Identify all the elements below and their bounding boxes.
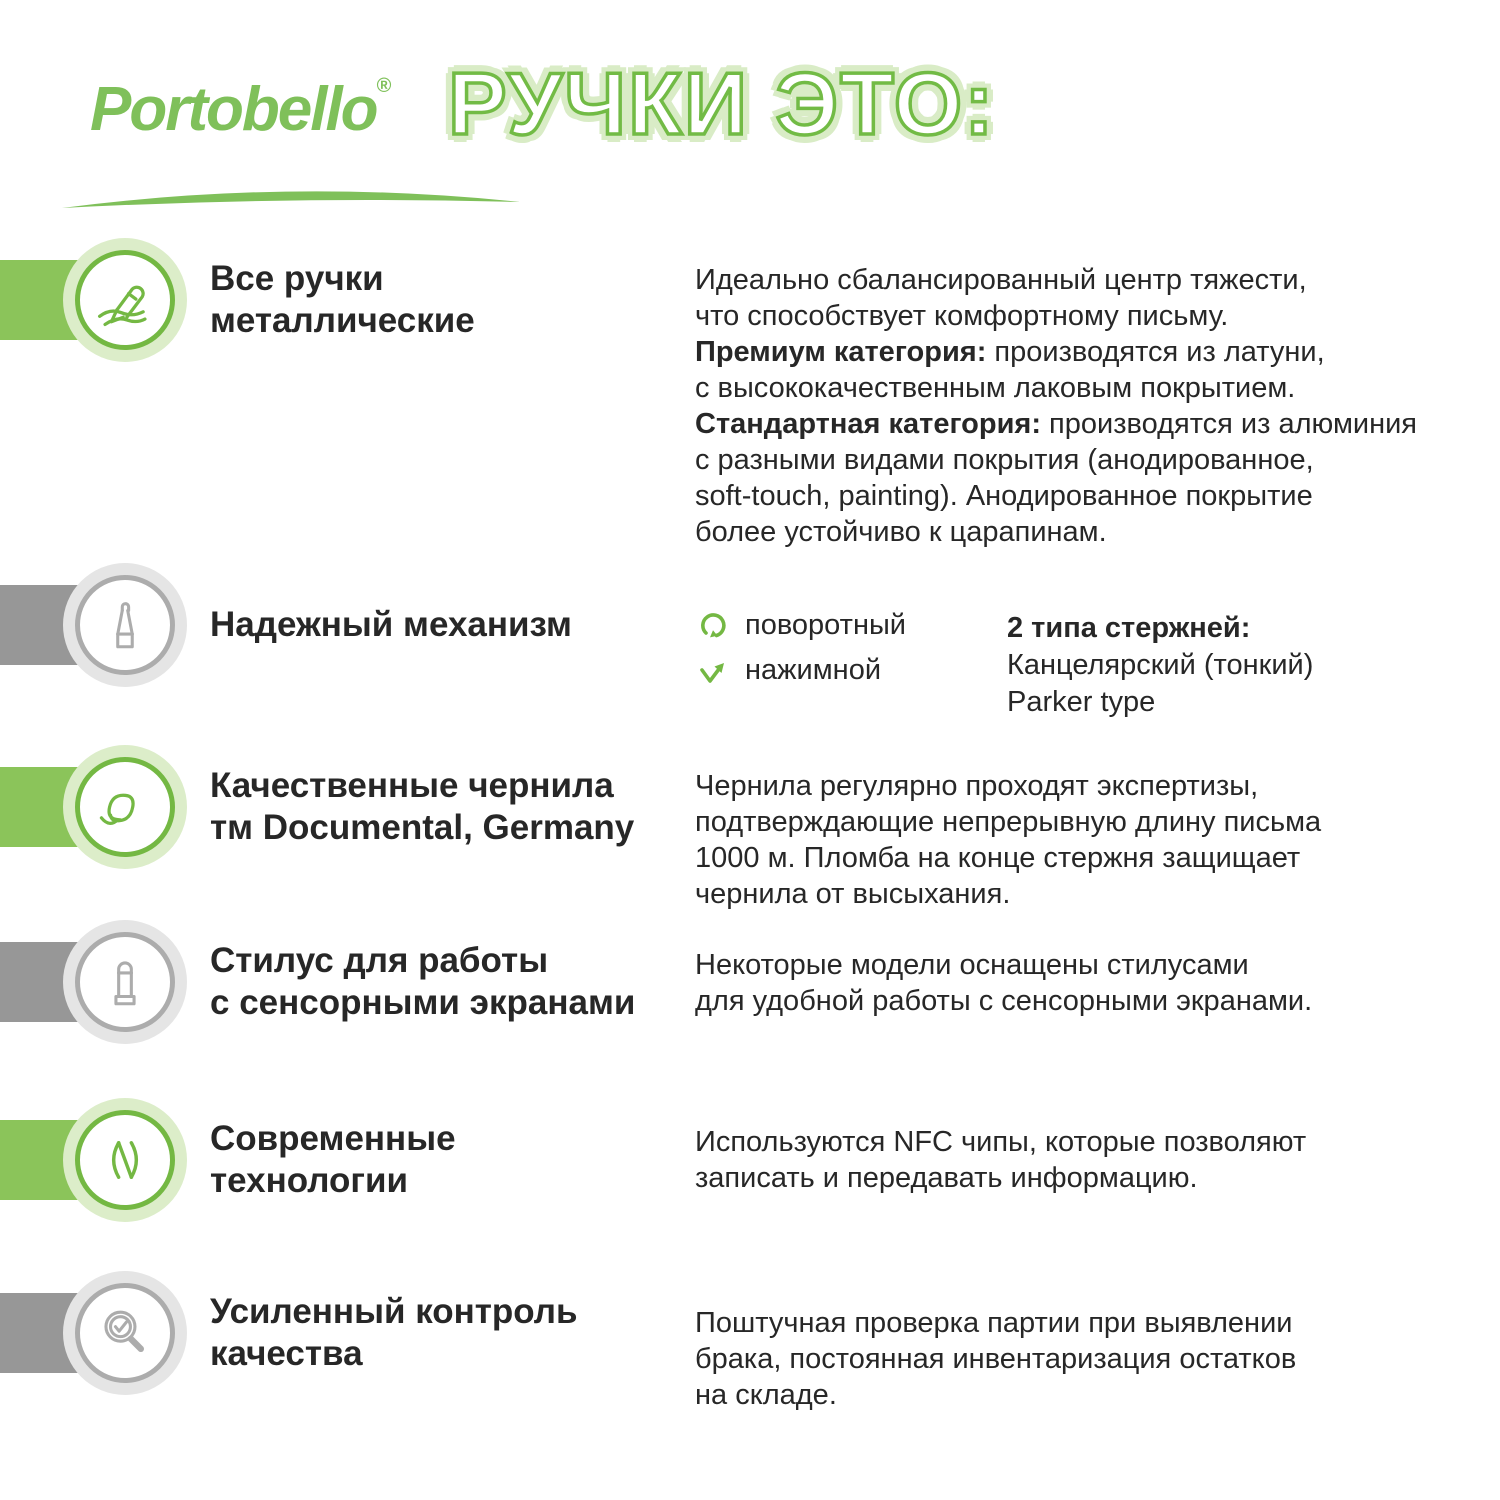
mechanism-list [695,607,906,688]
text-line: Стилус для работы [210,941,549,980]
text-line: металлические [210,301,475,340]
feature-row-ink [0,745,1500,910]
text-line: Поштучная проверка партии при выявлении [695,1307,1293,1339]
logo-swoosh [60,190,522,218]
text-line: 1000 м. Пломба на конце стержня защищает [695,842,1301,874]
feature-title [210,940,635,1024]
text-line: Усиленный контроль [210,1292,578,1331]
refill-types-title: 2 типа стержней: [1007,612,1251,644]
pen-tip-icon [96,596,154,654]
text-line: Стандартная категория: производятся из алюминия [695,408,1418,440]
text-line: с сенсорными экранами [210,983,636,1022]
feature-title [210,258,475,342]
feature-description [695,262,1417,550]
icon-disc [75,1110,175,1210]
mechanism-label: нажимной [745,654,882,686]
icon-disc [75,1283,175,1383]
feature-title [210,1291,578,1375]
text-line: Чернила регулярно проходят экспертизы, [695,770,1259,802]
text-line: Используются NFC чипы, которые позволяют [695,1126,1307,1158]
feature-description [695,947,1312,1019]
text-line: с разными видами покрытия (анодированное, [695,444,1314,476]
text-line: что способствует комфортному письму. [695,300,1229,332]
feature-icon-badge [63,1098,187,1222]
text-line: более устойчиво к царапинам. [695,516,1107,548]
brand-name: Portobello [90,75,377,144]
icon-disc [75,575,175,675]
feature-icon-badge [63,745,187,869]
refill-type-item: Канцелярский (тонкий) [1007,649,1314,681]
feature-icon-badge [63,238,187,362]
mechanism-item-rotary [695,607,906,643]
feature-row-quality [0,1271,1500,1411]
text-line: записать и передавать информацию. [695,1162,1198,1194]
magnifier-check-icon [96,1304,154,1362]
text-line: качества [210,1334,363,1373]
text-line: тм Documental, Germany [210,808,635,847]
feature-description [695,1305,1296,1413]
icon-disc [75,932,175,1032]
feature-icon-badge [63,563,187,687]
text-line: Премиум категория: производятся из латуни, [695,336,1325,368]
brand-logo [90,75,392,144]
feature-title [210,1118,456,1202]
rotate-icon [695,607,731,643]
refill-types [1007,610,1313,721]
feature-description [695,1124,1306,1196]
text-line: с высококачественным лаковым покрытием. [695,372,1296,404]
feature-title [210,765,634,849]
registered-trademark-symbol: ® [376,75,392,97]
text-line: Все ручки [210,259,384,298]
text-line: технологии [210,1161,409,1200]
page-title: РУЧКИ ЭТО: [448,54,996,153]
feature-row-mechanism [0,563,1500,718]
stylus-icon [96,953,154,1011]
hand-writing-pen-icon [96,271,154,329]
refill-type-item: Parker type [1007,686,1156,718]
text-line: Идеально сбалансированный центр тяжести, [695,264,1307,296]
feature-row-technology [0,1098,1500,1222]
text-line: Качественные чернила [210,766,614,805]
push-arrow-icon [695,652,731,688]
text-line: Современные [210,1119,456,1158]
icon-disc [75,250,175,350]
text-line: Надежный механизм [210,605,572,644]
text-line: брака, постоянная инвентаризация остатков [695,1343,1297,1375]
mechanism-item-push [695,652,906,688]
feature-row-metal [0,238,1500,548]
feature-icon-badge [63,1271,187,1395]
text-line: soft-touch, painting). Анодированное покрытие [695,480,1313,512]
text-line: для удобной работы с сенсорными экранами. [695,985,1313,1017]
text-line: подтверждающие непрерывную длину письма [695,806,1322,838]
ink-squiggle-icon [96,778,154,836]
nfc-icon [96,1131,154,1189]
feature-title [210,604,572,646]
text-line: чернила от высыхания. [695,878,1011,910]
feature-icon-badge [63,920,187,1044]
feature-description [695,768,1321,912]
text-line: на складе. [695,1379,837,1411]
feature-row-stylus [0,920,1500,1044]
text-line: Некоторые модели оснащены стилусами [695,949,1249,981]
icon-disc [75,757,175,857]
mechanism-label: поворотный [745,609,907,641]
